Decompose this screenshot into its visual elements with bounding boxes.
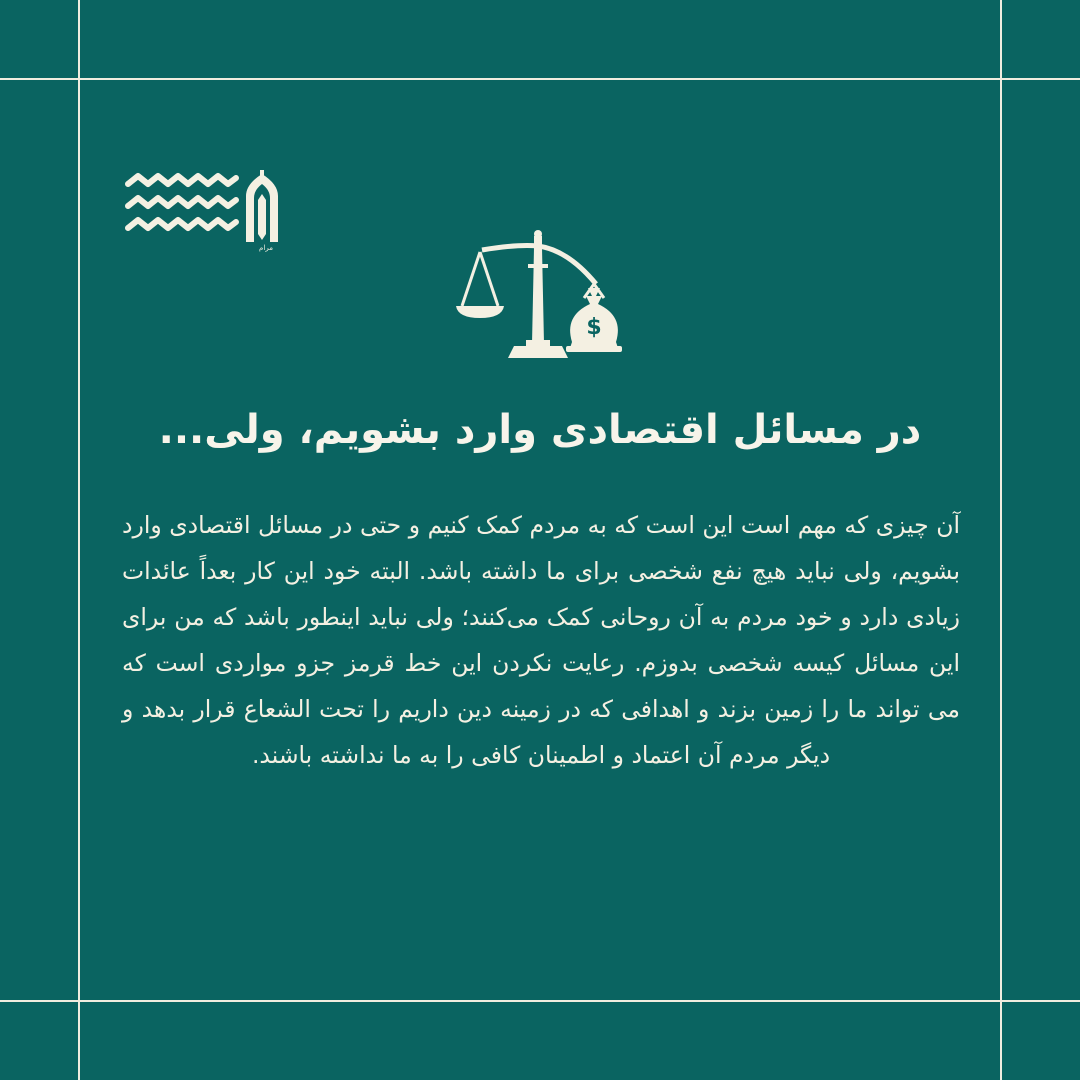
frame-line-top xyxy=(0,78,1080,80)
frame-line-bottom xyxy=(0,1000,1080,1002)
page-title: در مسائل اقتصادی وارد بشویم، ولی... xyxy=(158,407,922,453)
frame-line-right xyxy=(1000,0,1002,1080)
logo-caption: مرام xyxy=(259,244,273,252)
scale-money-bag-icon xyxy=(448,224,632,366)
frame-line-left xyxy=(78,0,80,1080)
dollar-sign: $ xyxy=(586,315,602,340)
body-paragraph: آن چیزی که مهم است این است که به مردم کمک کنیم و حتی در مسائل اقتصادی وارد بشویم، ولی نباید هیچ نفع شخصی برای ما داشته باشد. البته خود این کار بعداً عائدات زیادی دارد و خود مردم به آن روحانی کمک می‌کنند؛ ولی نباید اینطور باشد که من برای این مسائل کیسه شخصی بدوزم. رعایت نکردن این خط قرمز جزو مواردی است که می تواند ما را زمین بزند و اهدافی که در زمینه دین داریم را تحت الشعاع قرار بدهد و دیگر مردم آن اعتماد و اطمینان کافی را به ما نداشته باشند. xyxy=(122,511,960,769)
